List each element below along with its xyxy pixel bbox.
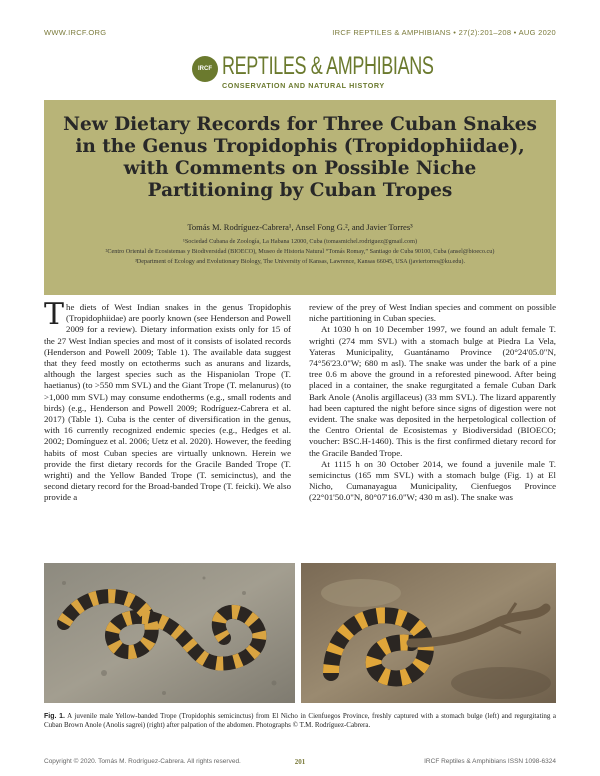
affiliation-1: ¹Sociedad Cubana de Zoología, La Habana 12000, Cuba (tomasmichel.rodriguez@gmail.com) bbox=[182, 238, 418, 245]
paragraph-semicinctus-record: At 1115 h on 30 October 2014, we found a juvenile male T. semicinctus (165 mm SVL) with a stomach bulge (Fig. 1) at El Nicho, Cumanayagua Municipality, Cienfuegos Province (22°01'50.0"N, 80°07'16.0"W; 430 m asl). The snake was bbox=[309, 458, 556, 503]
title-line-3: with Comments on Possible Niche bbox=[123, 158, 477, 179]
paragraph-continuation: review of the prey of West Indian species and comment on possible niche partitioning in Cuban species. bbox=[309, 302, 556, 324]
figure-caption bbox=[44, 712, 556, 730]
journal-logo bbox=[0, 50, 600, 98]
affiliation-2: ²Centro Oriental de Ecosistemas y Biodiversidad (BIOECO), Museo de Historia Natural “Tomás Romay,” Santiago de Cuba 90100, Cuba (ansel@bioeco.cu) bbox=[105, 248, 495, 255]
header-website: WWW.IRCF.ORG bbox=[44, 28, 107, 37]
decorative-wave-divider bbox=[44, 270, 556, 280]
author-list: Tomás M. Rodríguez-Cabrera¹, Ansel Fong G.², and Javier Torres³ bbox=[187, 222, 413, 232]
intro-paragraph: he diets of West Indian snakes in the genus Tropidophis (Tropidophiidae) are poorly known (see Henderson and Powell 2009 for a review). Dietary information exists only for 15 of the 27 West Indian species and most of it consists of isolated records (Henderson and Powell 2009; Table 1). The available data suggest that they feed mostly on ectotherms such as anurans and lizards, although the largest species such as the Hispaniolan Trope (T. haetianus) (to >550 mm SVL) and the Giant Trope (T. melanurus) (to >1,000 mm SVL) may consume endotherms (e.g., small rodents and birds) (e.g., Henderson and Powell 2009; Rodríguez-Cabrera et al. 2017) (Table 1). Cuba is the center of diversification in the genus, with 16 currently recognized endemic species (e.g., Hedges et al. 2002; Domínguez et al. 2006; Uetz et al. 2020). However, the feeding habits of most Cuban species are virtually unknown. Herein we provide the first dietary records for the Gracile Banded Trope (T. wrighti) and the Yellow Banded Trope (T. semicinctus), and the second dietary record for the Broad-banded Trope (T. feicki). We also provide a bbox=[44, 302, 291, 503]
paragraph-wrighti-record: At 1030 h on 10 December 1997, we found an adult female T. wrighti (274 mm SVL) with a stomach bulge at Piedra La Vela, Yateras Municipality, Guantánamo Province (20°24'05.0"N, 74°56'23.0"W; 680 m asl). The snake was under the bark of a pine tree 0.6 m above the ground in a reforested pinewood. After being placed in a container, the snake regurgitated a female Cuban Dark Bark Anole (Anolis argillaceus) (33 mm SVL). The lizard apparently had been captured the night before since signs of digestion were not evident. The snake was deposited in the herpetological collection of the Centro Oriental de Ecosistemas y Biodiversidad (BIOECO; voucher: BSC.H-1460). This is the first confirmed dietary record for the Gracile Banded Trope. bbox=[309, 324, 556, 458]
ircf-emblem: IRCF bbox=[192, 56, 218, 82]
photo-snake-regurgitating-anole bbox=[301, 563, 556, 703]
logo-title: REPTILES & AMPHIBIANS bbox=[222, 52, 434, 80]
affiliation-3: ³Department of Ecology and Evolutionary Biology, The University of Kansas, Lawrence, Kansas 66045, USA (javiertorres@ku.edu). bbox=[134, 258, 466, 265]
footer-copyright: Copyright © 2020. Tomás M. Rodríguez-Cabrera. All rights reserved. bbox=[44, 758, 241, 765]
title-line-1: New Dietary Records for Three Cuban Snakes bbox=[63, 114, 537, 135]
footer-issn: IRCF Reptiles & Amphibians ISSN 1098-6324 bbox=[424, 758, 556, 765]
figure-label: Fig. 1. bbox=[44, 713, 66, 720]
drop-cap: T bbox=[44, 297, 65, 332]
article-title bbox=[44, 114, 556, 202]
body-column-left bbox=[44, 297, 291, 504]
figure-caption-text: A juvenile male Yellow-banded Trope (Tropidophis semicinctus) from El Nicho in Cienfuegos Province, freshly captured with a stomach bulge (left) and regurgitating a Cuban Brown Anole (Anolis sagrei) (right) after palpation of the abdomen. Photographs © T.M. Rodríguez-Cabrera. bbox=[44, 712, 556, 729]
logo-subtitle: CONSERVATION AND NATURAL HISTORY bbox=[222, 81, 385, 90]
photo-snake-with-bulge bbox=[44, 563, 295, 703]
header-journal-citation: IRCF REPTILES & AMPHIBIANS • 27(2):201–208 • AUG 2020 bbox=[332, 28, 556, 37]
title-line-2: in the Genus Tropidophis (Tropidophiidae), bbox=[75, 136, 525, 157]
title-line-4: Partitioning by Cuban Tropes bbox=[147, 180, 453, 201]
page-number: 201 bbox=[294, 758, 306, 766]
title-panel bbox=[44, 100, 556, 295]
body-column-right bbox=[309, 302, 556, 504]
